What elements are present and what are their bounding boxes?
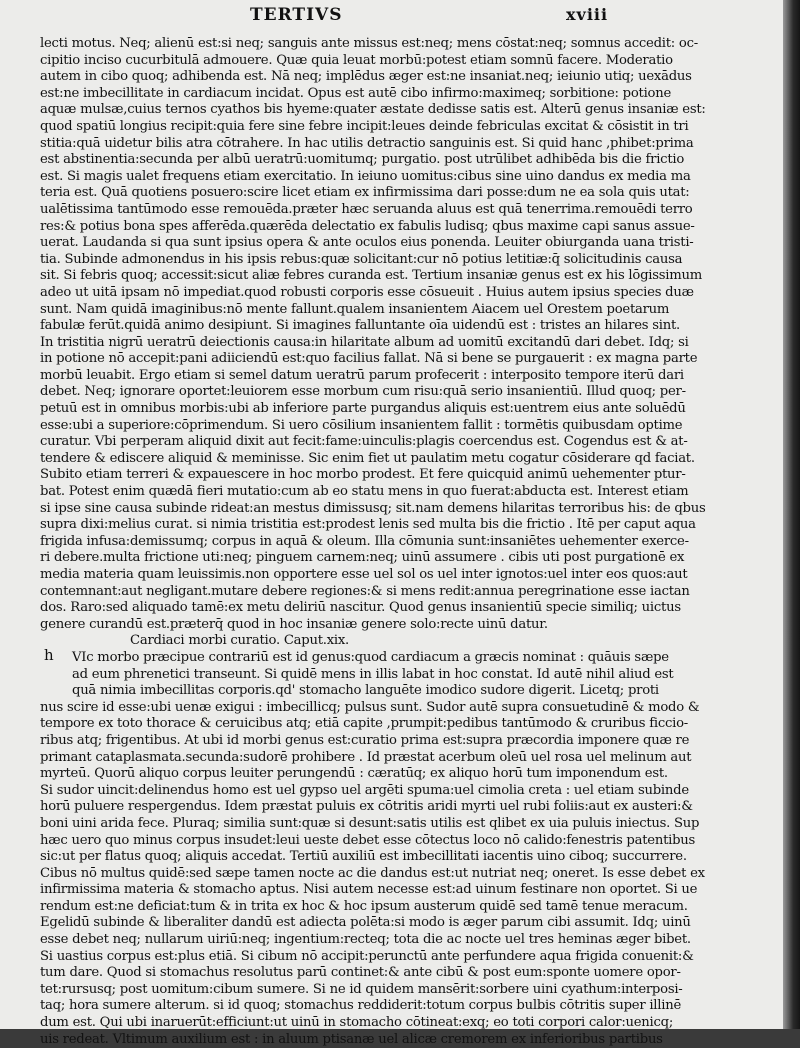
text-line: lecti motus. Neq; alienū est:si neq; sanguis ante missus est:neq; mens cōstat:neq; somnus accedit: oc- [40,36,698,51]
text-line: rendum est:ne deficiat:tum & in trita ex hoc & hoc ipsum austerum quidē sed tamē tenue meracum. [40,898,688,914]
text-line: esse debet neq; nullarum uiriū:neq; ingentium:recteq; tota die ac nocte uel tres heminas æger bibet. [40,932,691,948]
book-binding-edge [783,0,800,1029]
text-line: autem in cibo quoq; adhibenda est. Nā neq; implēdus æger est:ne insaniat.neq; ieiunio utiq; uexādus [40,69,692,85]
text-line: horū puluere respergendus. Idem præstat puluis ex cōtritis aridi myrti uel rubi foliis:aut ex austeri:& [40,799,693,815]
text-line: tendere & ediscere aliquid & meminisse. Sic enim fiet ut paulatim metu cogatur cōsiderare qd faciat. [40,450,695,466]
text-line: ad eum phrenetici transeunt. Si quidē mens in illis labat in hoc constat. Id autē nihil aliud est [72,666,674,682]
text-line: uis redeat. Vltimum auxilium est : in aluum ptisanæ uel alicæ cremorem ex inferioribus partibus [40,1031,663,1047]
text-line: dos. Raro:sed aliquado tamē:ex metu deliriū nascitur. Quod genus insanientiū specie similiq; uictus [40,600,681,616]
running-title: TERTIVS [250,5,343,25]
text-line: res:& potius bona spes afferēda.quærēda delectatio ex fabulis ludisq; qbus maxime capi sanus assue- [40,218,695,234]
text-line: ri debere.multa frictione uti:neq; pinguem carnem:neq; uinū assumere . cibis uti post purgationē ex [40,550,685,566]
text-line: primant cataplasmata.secunda:sudorē prohibere . Id præstat acerbum oleū uel rosa uel melinum aut [40,749,692,765]
text-line: tet:rursusq; post uomitum:cibum sumere. Si ne id quidem mansērit:sorbere uini cyathum:interposi- [40,981,683,997]
text-line: tempore ex toto thorace & ceruicibus atq; etiā capite ,prumpit:pedibus tantūmodo & cruribus ficcio- [40,716,688,732]
text-line: nus scire id esse:ubi uenæ exigui : imbecillicq; pulsus sunt. Sudor autē supra consuetudinē & modo & [40,699,700,715]
text-line: esse:ubi a superiore:cōprimendum. Si uero cōsilium insanientem fallit : tormētis quibusdam optime [40,417,683,433]
text-line: VIc morbo præcipue contrariū est id genus:quod cardiacum a græcis nominat : quāuis sæpe [72,649,669,665]
text-line: myrteū. Quorū aliquo corpus leuiter perungendū : cæratūq; ex aliquo horū tum imponendum est. [40,766,668,782]
text-line: petuū est in omnibus morbis:ubi ab inferiore parte purgandus aliquis est:uentrem eius ante soluēdū [40,401,686,417]
text-line: supra dixi:melius curat. si nimia tristitia est:prodest lenis sed multa bis die frictio . Itē per caput aqua [40,517,696,533]
text-line: est:ne imbecillitate in cardiacum incidat. Opus est autē cibo infirmo:maximeq; sorbitione: potione [40,85,672,101]
text-line: in potione nō accepit:pani adiiciendū est:quo facilius fallat. Nā si bene se purgauerit : ex magna parte [40,351,698,367]
text-line: Si sudor uincit:delinendus homo est uel gypso uel argēti spuma:uel cimolia creta : uel etiam subinde [40,782,689,798]
text-line: sunt. Nam quidā imaginibus:nō mente fallunt.qualem insanientem Aiacem uel Orestem poetarum [40,301,670,317]
chapter-heading: Cardiaci morbi curatio. Caput.xix. [130,633,349,649]
text-line: boni uini arida fece. Pluraq; similia sunt:quæ si desunt:satis utilis est qlibet ex uia puluis iniectus. Sup [40,815,700,831]
text-line: In tristitia nigrū ueratrū deiectionis causa:in hilaritate album ad uomitū excitandū dari debet. Idq; si [40,334,689,350]
text-line: tia. Subinde admonendus in his ipsis rebus:quæ solicitant:cur nō potius letitiæ:q̄ solicitudinis causa [40,251,683,267]
text-line: Si uastius corpus est:plus etiā. Si cibum nō accipit:perunctū ante perfundere aqua frigida conuenit:& [40,948,694,964]
body-text [40,36,785,1048]
text-line: fabulæ ferūt.quidā animo desipiunt. Si imagines falluntante oīa uidendū est : tristes an hilares sint. [40,318,680,334]
text-line: genere curandū est.præterq̄ quod in hoc insaniæ genere solo:recte uinū datur. [40,616,548,632]
marginal-letter: h [44,646,54,664]
text-line: ribus atq; frigentibus. At ubi id morbi genus est:curatio prima est:supra præcordia imponere quæ re [40,732,690,748]
text-line: infirmissima materia & stomacho aptus. Nisi autem necesse est:ad uinum festinare non oportet. Si ue [40,882,698,898]
text-line: est abstinentia:secunda per albū ueratrū:uomitumq; purgatio. post utrūlibet adhibēda bis die frictio [40,152,685,168]
text-line: hæc uero quo minus corpus insudet:leui ueste debet esse cōtectus loco nō calido:fenestris patentibus [40,832,696,848]
text-line: est. Si magis ualet frequens etiam exercitatio. In ieiuno uomitus:cibus sine uino dandus ex media ma [40,168,691,184]
text-line: contemnant:aut negligant.mutare debere regiones:& si mens redit:annua peregrinatione esse iactan [40,583,690,599]
text-line: quod spatiū longius recipit:quia fere sine febre incipit:leues deinde febriculas excitat & cōsistit in tri [40,118,689,134]
text-line: debet. Neq; ignorare oportet:leuiorem esse morbum cum risu:quā serio insanientiū. Illud quoq; per- [40,384,686,400]
text-line: ualētissima tantūmodo esse remouēda.præter hæc seruanda aluus est quā tenerrima.remouēdi terro [40,201,693,217]
text-line: adeo ut uitā ipsam nō impediat.quod robusti corporis esse cōsueuit . Huius autem ipsius species duæ [40,284,694,300]
text-line: curatur. Vbi perperam aliquid dixit aut fecit:fame:uinculis:plagis coercendus est. Cogendus est & at- [40,434,688,450]
text-line: cipitio inciso cucurbitulā admouere. Quæ quia leuat morbū:potest etiam somnū facere. Moderatio [40,52,673,68]
text-line: tum dare. Quod si stomachus resolutus parū continet:& ante cibū & post eum:sponte uomere opor- [40,965,681,981]
folio-number: xviii [566,5,609,24]
text-line: Subito etiam terreri & expauescere in hoc morbo prodest. Et fere quicquid animū uehementer ptur- [40,467,686,483]
text-line: si ipse sine causa subinde rideat:an mestus dimissusq; sit.nam demens hilaritas terroribus his: de qbus [40,500,706,516]
text-line: sic:ut per flatus quoq; aliquis accedat. Tertiū auxiliū est imbecillitati iacentis uino ciboq; succurrere. [40,849,687,865]
text-line: teria est. Quā quotiens posuero:scire licet etiam ex infirmissima dari posse:dum ne ea sola quis utat: [40,185,690,201]
text-line: quā nimia imbecillitas corporis.qd' stomacho languēte imodico sudore digerit. Licetq; proti [72,683,659,699]
text-line: frigida infusa:demissumq; corpus in aquā & oleum. Illa cōmunia sunt:insaniētes uehementer exerce- [40,533,689,549]
text-line: bat. Potest enim quædā fieri mutatio:cum ab eo statu mens in quo fuerat:abducta est. Interest etiam [40,484,689,500]
text-line: Egelidū subinde & liberaliter dandū est adiecta polēta:si modo is æger parum cibi assumit. Idq; uinū [40,915,691,931]
text-line: uerat. Laudanda si qua sunt ipsius opera & ante oculos eius ponenda. Leuiter obiurganda uana tristi- [40,235,694,251]
text-line: stitia:quā uidetur bilis atra cōtrahere. In hac utilis detractio sanguinis est. Si quid hanc ,phibet:prima [40,135,694,151]
text-line: dum est. Qui ubi inaruerūt:efficiunt:ut uinū in stomacho cōtineat:exq; eo toti corpori calor:uenicq; [40,1015,674,1031]
text-line: Cibus nō multus quidē:sed sæpe tamen nocte ac die dandus est:ut nutriat neq; oneret. Is esse debet ex [40,865,705,881]
text-line: media materia quam leuissimis.non opportere esse uel sol os uel inter ignotos:uel inter eos quos:aut [40,567,688,582]
text-line: morbū leuabit. Ergo etiam si semel datum ueratrū parum profecerit : interposito tempore iterū dari [40,367,684,383]
text-line: sit. Si febris quoq; accessit:sicut aliæ febres curanda est. Tertium insaniæ genus est ex his lōgissimum [40,268,702,284]
text-line: aquæ mulsæ,cuius ternos cyathos bis hyeme:quater æstate dedisse satis est. Alterū genus insaniæ est: [40,102,706,118]
text-line: taq; hora sumere alterum. si id quoq; stomachus reddiderit:totum corpus bulbis cōtritis super illinē [40,998,681,1014]
